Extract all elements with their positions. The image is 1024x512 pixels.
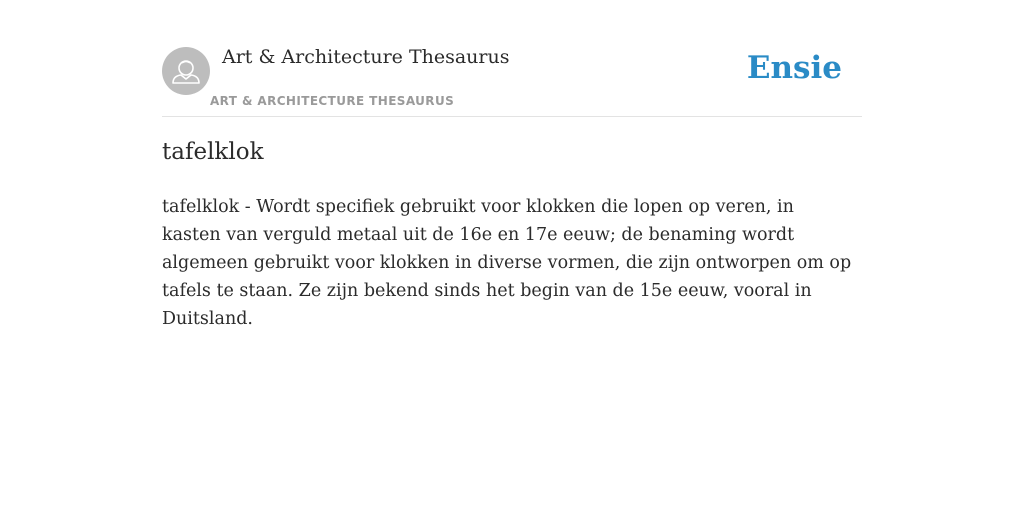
user-icon (162, 47, 210, 95)
source-avatar[interactable] (162, 47, 210, 95)
entry-header (162, 44, 862, 117)
source-subtitle: ART & ARCHITECTURE THESAURUS (210, 94, 455, 108)
ensie-logo-link[interactable]: Ensie (746, 50, 842, 86)
source-title-link[interactable]: Art & Architecture Thesaurus (222, 46, 510, 68)
entry-term: tafelklok (162, 139, 264, 165)
entry-definition: tafelklok - Wordt specifiek gebruikt voor klokken die lopen op veren, in kasten van verguld metaal uit de 16e en 17e eeuw; de benaming wordt algemeen gebruikt voor klokken in diverse vormen, die zijn ontworpen om op tafels te staan. Ze zijn bekend sinds het begin van de 15e eeuw, vooral in Duitsland. (162, 197, 852, 329)
